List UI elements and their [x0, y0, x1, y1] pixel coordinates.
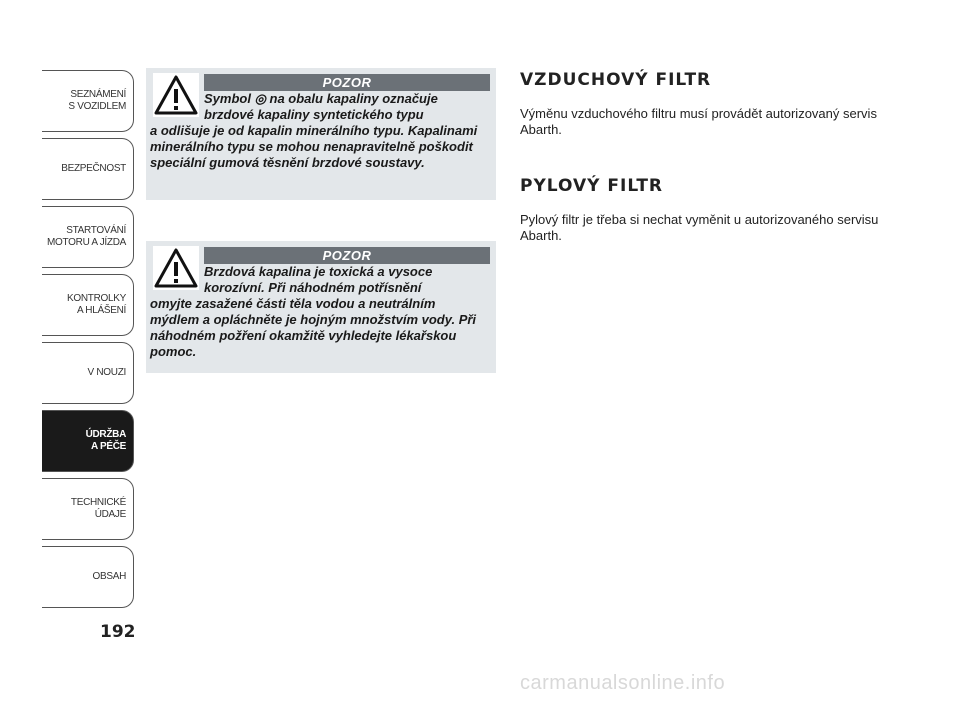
tab-contents[interactable]: OBSAH: [42, 546, 134, 608]
tab-technical-data[interactable]: TECHNICKÉ ÚDAJE: [42, 478, 134, 540]
warning-title: POZOR: [204, 74, 490, 91]
page-number: 192: [100, 622, 136, 642]
pollen-filter-text: Pylový filtr je třeba si nechat vyměnit u autorizovaného servisu Abarth.: [520, 212, 879, 243]
watermark: carmanualsonline.info: [520, 672, 726, 694]
tab-emergency[interactable]: V NOUZI: [42, 342, 134, 404]
warning-triangle-icon: [153, 246, 199, 290]
air-filter-text: Výměnu vzduchového filtru musí provádět autorizovaný servis Abarth.: [520, 106, 877, 137]
pollen-filter-heading: PYLOVÝ FILTR: [520, 176, 664, 196]
warning-box-brake-fluid-toxic: [146, 241, 496, 373]
tab-warning-lights[interactable]: KONTROLKY A HLÁŠENÍ: [42, 274, 134, 336]
warning-text-first: Symbol ◎ na obalu kapaliny označuje brzdové kapaliny syntetického typu: [204, 91, 438, 122]
warning-triangle-icon: [153, 73, 199, 117]
warning-text-rest: a odlišuje je od kapalin minerálního typu. Kapalinami minerálního typu se mohou nenapravitelně poškodit speciální gumová těsnění brzdové soustavy.: [150, 123, 478, 170]
tab-vehicle-intro[interactable]: SEZNÁMENÍ S VOZIDLEM: [42, 70, 134, 132]
warning-box-brake-fluid-type: [146, 68, 496, 200]
chapter-tabs: [42, 70, 134, 614]
warning-text-rest: omyjte zasažené části těla vodou a neutrálním mýdlem a opláchněte je hojným množstvím vody. Při náhodném požření okamžitě vyhledejte lékařskou pomoc.: [150, 296, 477, 359]
air-filter-heading: VZDUCHOVÝ FILTR: [520, 70, 712, 90]
warning-text-first: Brzdová kapalina je toxická a vysoce korozívní. Při náhodném potřísnění: [204, 264, 433, 295]
tab-starting-driving[interactable]: STARTOVÁNÍ MOTORU A JÍZDA: [42, 206, 134, 268]
tab-safety[interactable]: BEZPEČNOST: [42, 138, 134, 200]
warning-title: POZOR: [204, 247, 490, 264]
tab-maintenance[interactable]: ÚDRŽBA A PÉČE: [42, 410, 134, 472]
